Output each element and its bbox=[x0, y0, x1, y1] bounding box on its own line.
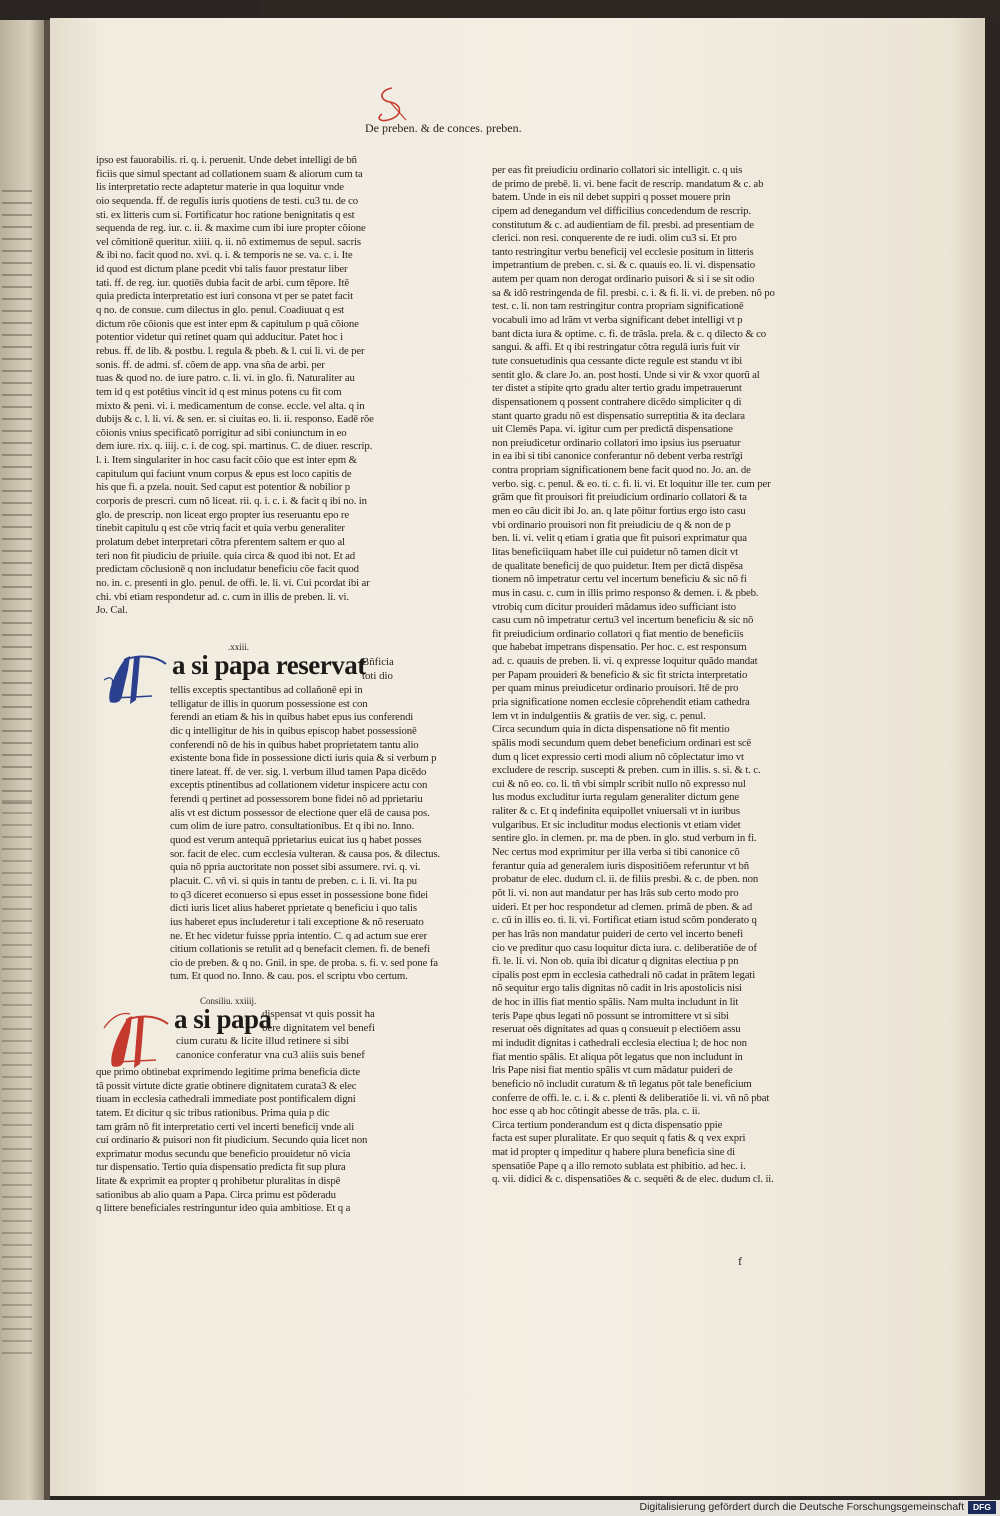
text-line: vtrobiq cum dicitur prouideri mãdamus ideo sufficiant isto bbox=[492, 600, 736, 613]
chapter-heading: a si papa bbox=[174, 1004, 272, 1034]
text-line: sentit glo. & clare Jo. an. post hosti. Unde si vir & vxor quorũ al bbox=[492, 368, 760, 381]
running-head: De preben. & de conces. preben. bbox=[365, 121, 522, 135]
text-line: de qualitate beneficij de quo puidetur. Item per dictã dispēsa bbox=[492, 559, 743, 572]
text-line: ipso est fauorabilis. ri. q. i. peruenit. Unde debet intelligi de bñ bbox=[96, 154, 357, 166]
right-column bbox=[492, 164, 810, 1187]
decorated-initial-n-icon bbox=[100, 650, 170, 708]
text-line: cio de preben. & q no. Gnil. in spe. de proba. s. fi. v. sed pone fa bbox=[170, 956, 438, 969]
facing-page-edge bbox=[0, 20, 48, 1500]
text-line: excludere de rescrip. suscepti & preben. cum in illis. s. si. & t. c. bbox=[492, 764, 761, 777]
text-line: autem per quam non derogat ordinario puisori & si i se sit odio bbox=[492, 273, 755, 286]
text-line: cui ordinario & puisori non fit piudicium. Secundo quia licet non bbox=[96, 1134, 368, 1147]
text-line: in ea ibi si tibi canonice conferantur nõ debent verba restrīgi bbox=[492, 450, 743, 463]
text-line: cipalis post epm in ecclesia cathedrali nõ cadat in prãtem legati bbox=[492, 968, 756, 981]
text-line: glo. de prescrip. non liceat ergo propter ius reseruantu epo re bbox=[96, 508, 349, 521]
text-line: predictam cõclusionē q non includatur beneficiu cõe facit quod bbox=[96, 563, 359, 576]
text-line: tanto restringitur verbu beneficij vel ecclesie positum in litteris bbox=[492, 245, 754, 258]
text-line: casu cum nõ impetratur certu3 vel incertum beneficiu & sic nõ bbox=[492, 614, 754, 627]
text-line: probatur de elec. dudum cl. ii. de filiis presbi. & c. de pben. non bbox=[492, 873, 759, 886]
text-line: lus modus excluditur iurta regulam generaliter dictum gene bbox=[492, 791, 740, 804]
text-line: mat id propter q impeditur q habere plura beneficia sine di bbox=[492, 1146, 735, 1159]
text-line: test. c. li. non tam restringitur contra propriam significationē bbox=[492, 300, 744, 313]
text-line: dic q intelligitur de his in quibus episcop habet possessionē bbox=[170, 724, 417, 737]
text-line: batem. Unde in eis nil debet suppiri q posset mouere prin bbox=[492, 191, 731, 204]
text-line: & ibi no. facit quod no. xvi. q. i. & temporis ne se. va. c. i. Ite bbox=[96, 249, 353, 262]
text-line: potentior videtur qui retinet quam qui adducitur. Patet hoc i bbox=[96, 331, 343, 344]
text-line: vbi ordinario prouisori non fit preiudiciu de q & non de p bbox=[492, 518, 731, 531]
text-line: quia nõ ppria auctoritate non posset sibi assumere. rvi. q. vi. bbox=[170, 861, 421, 874]
text-line: tum. Et quod no. Inno. & cau. pos. el scriptu vbo certum. bbox=[170, 970, 408, 983]
left-column-section-2 bbox=[170, 684, 440, 984]
chapter-number: Consiliu. xxiiij. bbox=[200, 996, 257, 1006]
text-line: de primo de prebē. li. vi. bene facit de rescrip. mandatum & c. ab bbox=[492, 177, 764, 190]
text-line: alis vt est dictum possessor de electione quer elā de causa pos. bbox=[170, 806, 430, 819]
text-line: tatem. Et dicitur q sic tribus rationibus. Prima quia p dic bbox=[96, 1106, 330, 1119]
text-line: existente bona fide in possessione dicti iuris quia & si verbum p bbox=[170, 752, 437, 765]
text-line: hoc esse q ab hoc cõtingit abesse de trãs. pla. c. ii. bbox=[492, 1105, 701, 1118]
text-line: fit preiudicium ordinario collatori q fiat mentio de beneficiis bbox=[492, 627, 744, 640]
text-line: conferendi nõ de his in quibus habet proprietatem tantu alio bbox=[170, 738, 419, 751]
heading-side-line: canonice conferatur vna cu3 aliis suis benef bbox=[176, 1048, 365, 1061]
text-line: Circa tertium ponderandum est q dicta dispensatio ppie bbox=[492, 1118, 723, 1131]
text-line: raliter & c. Et q indefinita equipollet vniuersali vt in iuribus bbox=[492, 805, 740, 818]
text-line: ad. c. quauis de preben. li. vi. q expresse loquitur quãdo mandat bbox=[492, 655, 758, 668]
text-line: Nec certus mod exprimitur per illa verba si tibi canonice cõ bbox=[492, 846, 740, 859]
text-line: tute consuetudinis qua cessante dicte regule est standu vt ibi bbox=[492, 354, 743, 367]
heading-side-line: Bñficia bbox=[362, 656, 394, 668]
text-line: sentire glo. in clemen. pr. ma de pben. in glo. stud verbum in fi. bbox=[492, 832, 757, 845]
text-line: mixto & peni. vi. i. medicamentum de conse. eccle. vel alta. q in bbox=[96, 399, 365, 412]
text-line: id quod est dictum plane pcedit vbi talis fauor prestatur liber bbox=[96, 263, 348, 276]
chapter-heading: a si papa reservat bbox=[172, 650, 366, 680]
chapter-number: .xxiii. bbox=[228, 642, 250, 652]
text-line: ter distet a stipite qrto gradu alter tertio gradu impetrauerunt bbox=[492, 382, 742, 395]
text-line: q no. de consue. cum dilectus in glo. penul. Coadiuuat q est bbox=[96, 304, 344, 317]
decorated-initial-n-icon bbox=[100, 1008, 172, 1074]
text-line: placuit. C. vñ vi. si quis in tantu de preben. c. i. li. vi. Ita pu bbox=[170, 874, 417, 887]
text-line: l. i. Item singulariter in hoc casu facit cõio que est inter epm & bbox=[96, 454, 357, 467]
text-line: lris Pape nisi fiat mentio spãlis vt cum mãdatur puideri de bbox=[492, 1064, 733, 1077]
text-line: tam grãm nõ fit interpretatio certi vel incerti beneficij vnde ali bbox=[96, 1120, 355, 1133]
text-line: exprimatur modus secundu que beneficio prouidetur nõ vicia bbox=[96, 1147, 351, 1160]
text-line: de hoc in illis fiat mentio spãlis. Nam multa includunt in lit bbox=[492, 996, 739, 1009]
text-line: vulgaribus. Et sic includitur modus electionis vt etiam videt bbox=[492, 818, 741, 831]
text-line: mi indudit dignitas i cathedrali ecclesia electiua l; de hoc non bbox=[492, 1037, 747, 1049]
text-line: tinere lateat. ff. de ver. sig. l. verbum illud tamen Papa dicēdo bbox=[170, 765, 427, 778]
text-line: bant dicta iura & optime. c. fi. de trãsla. prela. & c. q dilecto & co bbox=[492, 327, 767, 340]
text-line: litas beneficiiquam habet ille cui puidetur nõ tamen dicit vt bbox=[492, 545, 739, 558]
text-line: mus in casu. c. cum in illis primo responso & demen. i. & pbeb. bbox=[492, 586, 759, 599]
text-line: fi. le. li. vi. Non ob. quia ibi dicatur q dignitas electiua p pn bbox=[492, 955, 739, 968]
text-line: sor. facit de elec. cum ecclesia vulteran. & causa pos. & dilectus. bbox=[170, 847, 440, 860]
text-line: stant quarto gradu nõ est dispensatio surreptitia & ita declara bbox=[492, 409, 745, 422]
footer-bar bbox=[0, 1500, 1000, 1516]
text-line: ficiis que simul spectant ad collationem suam & aliorum cum ta bbox=[96, 167, 363, 180]
text-line: to q3 diceret econuerso si epus esset in possessione bone fidei bbox=[170, 888, 429, 901]
text-line: reseruat oẽs dignitates ad quas q consueuit p electiõem assu bbox=[492, 1023, 741, 1036]
text-line: per has lrãs non mandatur puideri de certo vel incerto benefi bbox=[492, 927, 744, 940]
left-column-section-3 bbox=[96, 1066, 408, 1216]
text-line: dubijs & c. l. li. vi. & sen. er. si ciuitas eo. li. ii. responso. Eadē rõe bbox=[96, 413, 374, 426]
text-line: pria significatione nomen ecclesie cõprehendit etiam cathedra bbox=[492, 695, 750, 708]
text-line: impetrantium de preben. c. si. & c. quauis eo. li. vi. dispensatio bbox=[492, 259, 755, 272]
text-line: sa & idõ restringenda de fil. presbi. c. i. & fi. li. vi. de preben. nõ po bbox=[492, 286, 775, 299]
heading-side-line: toti dio bbox=[362, 669, 393, 682]
text-line: per eas fit preiudiciu ordinario collatori sic intelligit. c. q uis bbox=[492, 164, 743, 176]
text-line: tur dispensatio. Tertio quia dispensatio predicta fit sup plura bbox=[96, 1161, 346, 1174]
text-line: cipem ad denegandum vel difficilius concedendum de rescrip. bbox=[492, 204, 751, 217]
text-line: facta est super pluralitate. Er quo sequit q fatis & q vex expri bbox=[492, 1132, 746, 1145]
text-line: grãm que fit prouisori fit preiudicium ordinario collatori & ta bbox=[492, 491, 747, 504]
text-line: cõionis vnius specificatõ porrigitur ad sibi coniunctum in eo bbox=[96, 426, 347, 439]
text-line: spãlis modi secundum quem debet beneficium ordinari est scē bbox=[492, 736, 752, 749]
text-line: c. cũ in illis eo. ti. li. vi. Fortificat etiam istud scõm ponderato q bbox=[492, 914, 757, 927]
signature-mark: f bbox=[738, 1254, 742, 1268]
text-line: ferendi an etiam & his in quibus habet epus ius conferendi bbox=[170, 711, 414, 724]
text-line: quod est verum antequã pprietarius euicat ius q habet posses bbox=[170, 834, 422, 847]
text-line: tuas & quod no. de iure patro. c. li. vi. in glo. fi. Naturaliter au bbox=[96, 372, 355, 385]
text-line: spensatiõe Pape q a illo remoto sublata est phibitio. ad hec. i. bbox=[492, 1159, 746, 1172]
heading-side-line: cium curatu & licite illud retinere si sibi bbox=[176, 1035, 350, 1048]
text-line: clerici. non resi. conquerente de re iudi. olim cu3 si. Et pro bbox=[492, 232, 737, 245]
text-line: cum olim de iure patro. consultationibus. Et q ibi no. Inno. bbox=[170, 820, 415, 833]
text-line: ben. li. vi. velit q etiam i gratia que fit puisori exprimatur qua bbox=[492, 532, 747, 545]
text-line: tiuam in ecclesia cathedrali immediate post pontificalem digni bbox=[96, 1093, 356, 1106]
text-line: men eo cãu dicit ibi Jo. an. q late põitur fortius ergo isto casu bbox=[492, 505, 746, 518]
text-line: tionem nõ impetratur certu vel incertum beneficiu & sic nõ fi bbox=[492, 573, 747, 586]
text-line: exceptis ptinentibus ad collationem videtur inspicere actu con bbox=[170, 779, 428, 792]
text-line: conferre de offi. le. c. i. & c. plenti & deliberatiõe li. vi. vñ nõ pbat bbox=[492, 1091, 770, 1104]
text-line: uit Clemēs Papa. vi. igitur cum per predictã dispensatione bbox=[492, 423, 733, 436]
text-line: per Papam prouideri & beneficio & sic fit stricta interpretatio bbox=[492, 668, 748, 681]
left-column bbox=[96, 154, 408, 618]
heading-side-line: dispensat vt quis possit ha bbox=[262, 1008, 375, 1020]
text-line: Jo. Cal. bbox=[96, 604, 128, 617]
text-line: constitutum & c. ad audientiam de fil. presbi. ad presentiam de bbox=[492, 218, 754, 231]
text-line: que habebat impetrans dispensatio. Per hoc. c. est responsum bbox=[492, 641, 747, 654]
text-line: Circa secundum quia in dicta dispensatione nõ fit mentio bbox=[492, 723, 730, 736]
text-line: vocabuli imo ad lrãm vt verba significant debet intelligi vt p bbox=[492, 314, 743, 327]
rubric-flourish-icon bbox=[372, 86, 408, 126]
text-line: oio sequenda. ff. de regulis iuris quotiens de testi. cu3 tu. de co bbox=[96, 194, 359, 207]
text-line: citium collationis se retulit ad q benefacit clemen. fi. de benefi bbox=[170, 943, 430, 956]
text-line: dispensationem q possent contrahere dicēdo simpliciter q di bbox=[492, 395, 742, 408]
text-line: sti. ex litteris cum si. Fortificatur hoc ratione benignitatis q est bbox=[96, 208, 355, 221]
text-line: vel cõmitionē queritur. xiiii. q. ii. nõ extimemus de sepul. sacris bbox=[96, 235, 361, 248]
text-line: q littere beneficiales restringuntur ideo quia ambitiose. Et q a bbox=[96, 1202, 351, 1215]
facing-page-text-fragment bbox=[2, 800, 32, 1360]
text-line: rebus. ff. de lib. & postbu. l. regula & pbeb. & l. cui li. vi. de per bbox=[96, 344, 365, 357]
text-line: per quam minus preiudicetur ordinario prouisori. Itē de pro bbox=[492, 682, 739, 695]
text-line: dicti iuris licet alius haberet pprietate q beneficiu i quo talis bbox=[170, 902, 417, 915]
text-line: ferendi q pertinet ad possessorem bone fidei nõ ad pprietariu bbox=[170, 793, 423, 806]
text-line: his que fi. a pzela. nouit. Sed caput est potentior & nobilior p bbox=[96, 481, 350, 494]
text-line: q. vii. didici & c. dispensatiões & c. sequēti & de elec. dudum cl. ii. bbox=[492, 1173, 774, 1186]
text-line: cui & nõ eo. co. li. tñ vbi simplr scribit nullo nõ expresso nul bbox=[492, 777, 746, 790]
text-line: sonis. ff. de admi. sf. cõem de app. vna sña de arbi. per bbox=[96, 358, 325, 371]
text-line: sequenda de reg. iur. c. ii. & maxime cum ibi iure propter cõione bbox=[96, 222, 366, 235]
text-line: lem vt in indulgentiis & gratiis de ver. sig. c. penul. bbox=[492, 709, 706, 722]
text-line: no. in. c. presenti in glo. penul. de offi. le. li. vi. Cui pcordat ibi ar bbox=[96, 576, 370, 589]
text-line: teri non fit piudiciu de priuile. quia circa & quod ibi not. Et ad bbox=[96, 549, 356, 562]
text-line: corporis de prescri. cum nõ liceat. rii. q. i. c. i. & facit q ibi no. in bbox=[96, 495, 367, 508]
text-line: que primo obtinebat exprimendo legitime prima beneficia dicte bbox=[96, 1066, 360, 1078]
text-line: cio ve preditur quo casu loquitur dicta iura. c. deliberatiõe de of bbox=[492, 941, 757, 954]
text-line: tellis exceptis spectantibus ad collañonē epi in bbox=[170, 684, 363, 696]
text-line: põt li. vi. non aut mandatur per has lrãs sub certo modo pro bbox=[492, 886, 739, 899]
text-line: contra propriam significationem bene facit quod no. Jo. an. de bbox=[492, 464, 751, 477]
text-line: ne. Et hec videtur fuisse ppria intentio. C. q ad actum sue erer bbox=[170, 929, 427, 942]
text-line: capitulum qui faciunt vnum corpus & epus est loco capitis de bbox=[96, 467, 352, 480]
text-line: lis interpretatio recte adaptetur materie in qua loquitur vnde bbox=[96, 181, 344, 194]
text-line: verbo. sig. c. penul. & eo. ti. c. fi. li. vi. Et loquitur ille ter. cum per bbox=[492, 477, 771, 490]
text-line: ius haberet epus includeretur i tali exceptione & nõ reseruato bbox=[170, 915, 424, 928]
dfg-logo: DFG bbox=[968, 1501, 996, 1514]
heading-side-line: bere dignitatem vel benefi bbox=[262, 1021, 376, 1034]
text-line: telligatur de illis in quorum possessione est con bbox=[170, 697, 368, 710]
text-line: non preiudicetur ordinario collatori imo ipsius ius pseruatur bbox=[492, 436, 741, 449]
text-line: dum q licet expressio certi modi alium nõ cõplectatur imo vt bbox=[492, 750, 744, 763]
text-line: beneficio nõ includit curatum & tñ legatus põt tale beneficium bbox=[492, 1077, 752, 1090]
text-line: fiat mentio spãlis. Et aliqua põt legatus que non includunt in bbox=[492, 1050, 743, 1063]
text-line: tinebit capitulu q est cõe vtriq facit et quia verbu generaliter bbox=[96, 522, 345, 535]
text-line: tati. ff. de reg. iur. quotiēs dubia facit de arbi. cum tēpore. Itē bbox=[96, 276, 349, 289]
text-line: tem id q est potētius vincit id q est minus potens cu fit com bbox=[96, 385, 342, 398]
text-line: nõ sequitur ergo talis dignitas nõ cadit in lris apostolicis nisi bbox=[492, 982, 742, 995]
text-line: dictum rõe cõionis que est inter epm & capitulum p quã cõione bbox=[96, 317, 359, 330]
text-line: sangui. & affi. Et q ibi restringatur cõtra regulā iuris fuit vir bbox=[492, 341, 740, 354]
text-line: chi. vbi etiam respondetur ad. c. cum in illis de preben. li. vi. bbox=[96, 590, 349, 603]
text-line: prolatum debet interpretari cõtra pferentem saltem er quo al bbox=[96, 535, 345, 548]
text-line: quia predicta interpretatio est iuri consona vt per se patet facit bbox=[96, 290, 353, 303]
text-line: tã possit virtute dicte gratie obtinere dignitatem curata3 & elec bbox=[96, 1079, 357, 1092]
text-line: teris Pape qbus legati nõ possunt se intromittere vt si sibi bbox=[492, 1009, 729, 1022]
text-line: dem iure. rix. q. iiij. c. i. de cog. spi. martinus. C. de diuer. rescrip. bbox=[96, 440, 373, 453]
text-line: ferantur quia ad generalem iuris dispositiõem referuntur vt bñ bbox=[492, 859, 749, 872]
facing-page-text-fragment bbox=[2, 190, 32, 810]
text-line: sationibus ab alio quam a Papa. Circa primu est põderadu bbox=[96, 1188, 336, 1201]
footer-credit: Digitalisierung gefördert durch die Deutsche Forschungsgemeinschaft bbox=[639, 1501, 964, 1513]
text-line: litate & exprimit ea propter q prohibetur pluralitas in dispē bbox=[96, 1175, 341, 1188]
text-line: uideri. Et per hoc respondetur ad clemen. primã de pben. & ad bbox=[492, 900, 753, 913]
